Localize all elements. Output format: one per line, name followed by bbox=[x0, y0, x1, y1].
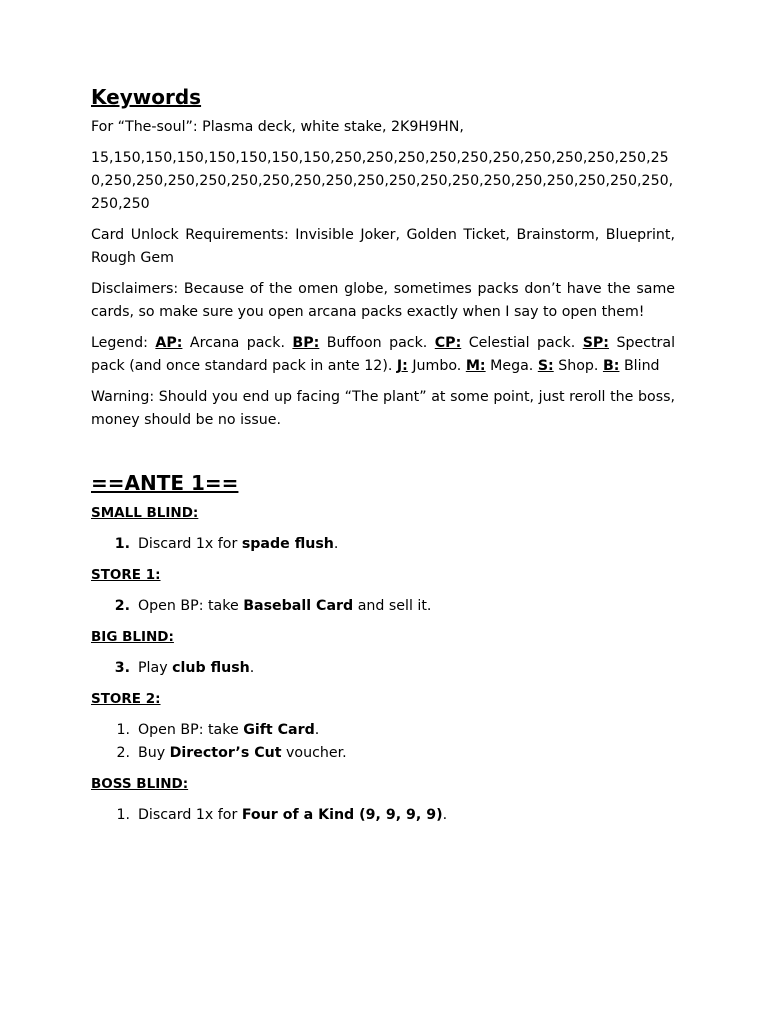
item-text: Discard 1x for bbox=[138, 536, 242, 552]
legend-ap-text: Arcana pack. bbox=[182, 335, 293, 351]
item-bold-text: club flush bbox=[172, 660, 250, 676]
legend-cp-text: Celestial pack. bbox=[461, 335, 583, 351]
warning-line: Warning: Should you end up facing “The plant” at some point, just reroll the boss, money should be no issue. bbox=[91, 389, 675, 428]
item-text-end: . bbox=[314, 722, 320, 738]
ante-heading: ==ANTE 1== bbox=[91, 471, 239, 495]
list-item bbox=[91, 742, 675, 765]
legend-b-text: Blind bbox=[619, 358, 660, 374]
legend-b-key: B: bbox=[602, 358, 620, 374]
list-number: 1. bbox=[116, 722, 130, 738]
legend-ap-key: AP: bbox=[155, 335, 183, 351]
item-text: Buy bbox=[138, 745, 170, 761]
disclaimer-line: Disclaimers: Because of the omen globe, sometimes packs don’t have the same cards, so make sure you open arcana packs exactly when I say to open them! bbox=[91, 281, 675, 320]
store-2-list bbox=[91, 719, 675, 765]
boss-blind-list bbox=[91, 804, 675, 827]
store-1-heading: STORE 1: bbox=[91, 567, 161, 583]
item-text-end: . bbox=[333, 536, 339, 552]
item-text-end: . bbox=[249, 660, 255, 676]
small-blind-list bbox=[91, 533, 675, 556]
item-text: Discard 1x for bbox=[138, 807, 242, 823]
seed-line: For “The-soul”: Plasma deck, white stake, 2K9H9HN, bbox=[91, 119, 464, 135]
item-text: Open BP: take bbox=[138, 722, 244, 738]
document-page bbox=[91, 84, 675, 835]
list-item bbox=[91, 595, 675, 618]
list-item bbox=[91, 804, 675, 827]
legend-sp-text: Spectral pack (and once standard pack in ante 12). bbox=[91, 335, 676, 374]
item-text-end: voucher. bbox=[281, 745, 347, 761]
list-number: 2. bbox=[114, 598, 130, 614]
item-bold-text: Gift Card bbox=[243, 722, 315, 738]
item-bold-text: Four of a Kind (9, 9, 9, 9) bbox=[241, 807, 443, 823]
legend-s-key: S: bbox=[537, 358, 554, 374]
legend-j-text: Jumbo. bbox=[407, 358, 466, 374]
list-number: 1. bbox=[116, 807, 130, 823]
legend-s-text: Shop. bbox=[553, 358, 603, 374]
legend-prefix: Legend: bbox=[91, 335, 156, 351]
item-text: Play bbox=[138, 660, 173, 676]
item-bold-text: spade flush bbox=[241, 536, 334, 552]
list-item bbox=[91, 719, 675, 742]
item-bold-text: Director’s Cut bbox=[169, 745, 282, 761]
legend-m-key: M: bbox=[465, 358, 486, 374]
item-text-end: and sell it. bbox=[353, 598, 432, 614]
legend-bp-key: BP: bbox=[292, 335, 320, 351]
spacer bbox=[91, 440, 675, 470]
boss-blind-heading: BOSS BLIND: bbox=[91, 776, 189, 792]
item-text-end: . bbox=[442, 807, 448, 823]
document-title: Keywords bbox=[91, 85, 202, 109]
legend-sp-key: SP: bbox=[582, 335, 609, 351]
item-text: Open BP: take bbox=[138, 598, 244, 614]
numbers-line: 15,150,150,150,150,150,150,150,250,250,250,250,250,250,250,250,250,250,250,250,250,250,250,250,250,250,250,250,250,250,250,250,250,250,250,250,250,250,250 bbox=[91, 150, 674, 212]
legend-line bbox=[91, 332, 675, 378]
list-number: 2. bbox=[116, 745, 130, 761]
list-item bbox=[91, 533, 675, 556]
big-blind-list bbox=[91, 657, 675, 680]
big-blind-heading: BIG BLIND: bbox=[91, 629, 174, 645]
legend-cp-key: CP: bbox=[434, 335, 462, 351]
list-item bbox=[91, 657, 675, 680]
legend-bp-text: Buffoon pack. bbox=[319, 335, 435, 351]
store-2-heading: STORE 2: bbox=[91, 691, 161, 707]
item-bold-text: Baseball Card bbox=[243, 598, 354, 614]
unlock-line: Card Unlock Requirements: Invisible Joker, Golden Ticket, Brainstorm, Blueprint, Rough Gem bbox=[91, 227, 675, 266]
legend-j-key: J: bbox=[396, 358, 408, 374]
legend-m-text: Mega. bbox=[485, 358, 538, 374]
list-number: 1. bbox=[114, 536, 130, 552]
store-1-list bbox=[91, 595, 675, 618]
small-blind-heading: SMALL BLIND: bbox=[91, 505, 199, 521]
list-number: 3. bbox=[114, 660, 130, 676]
